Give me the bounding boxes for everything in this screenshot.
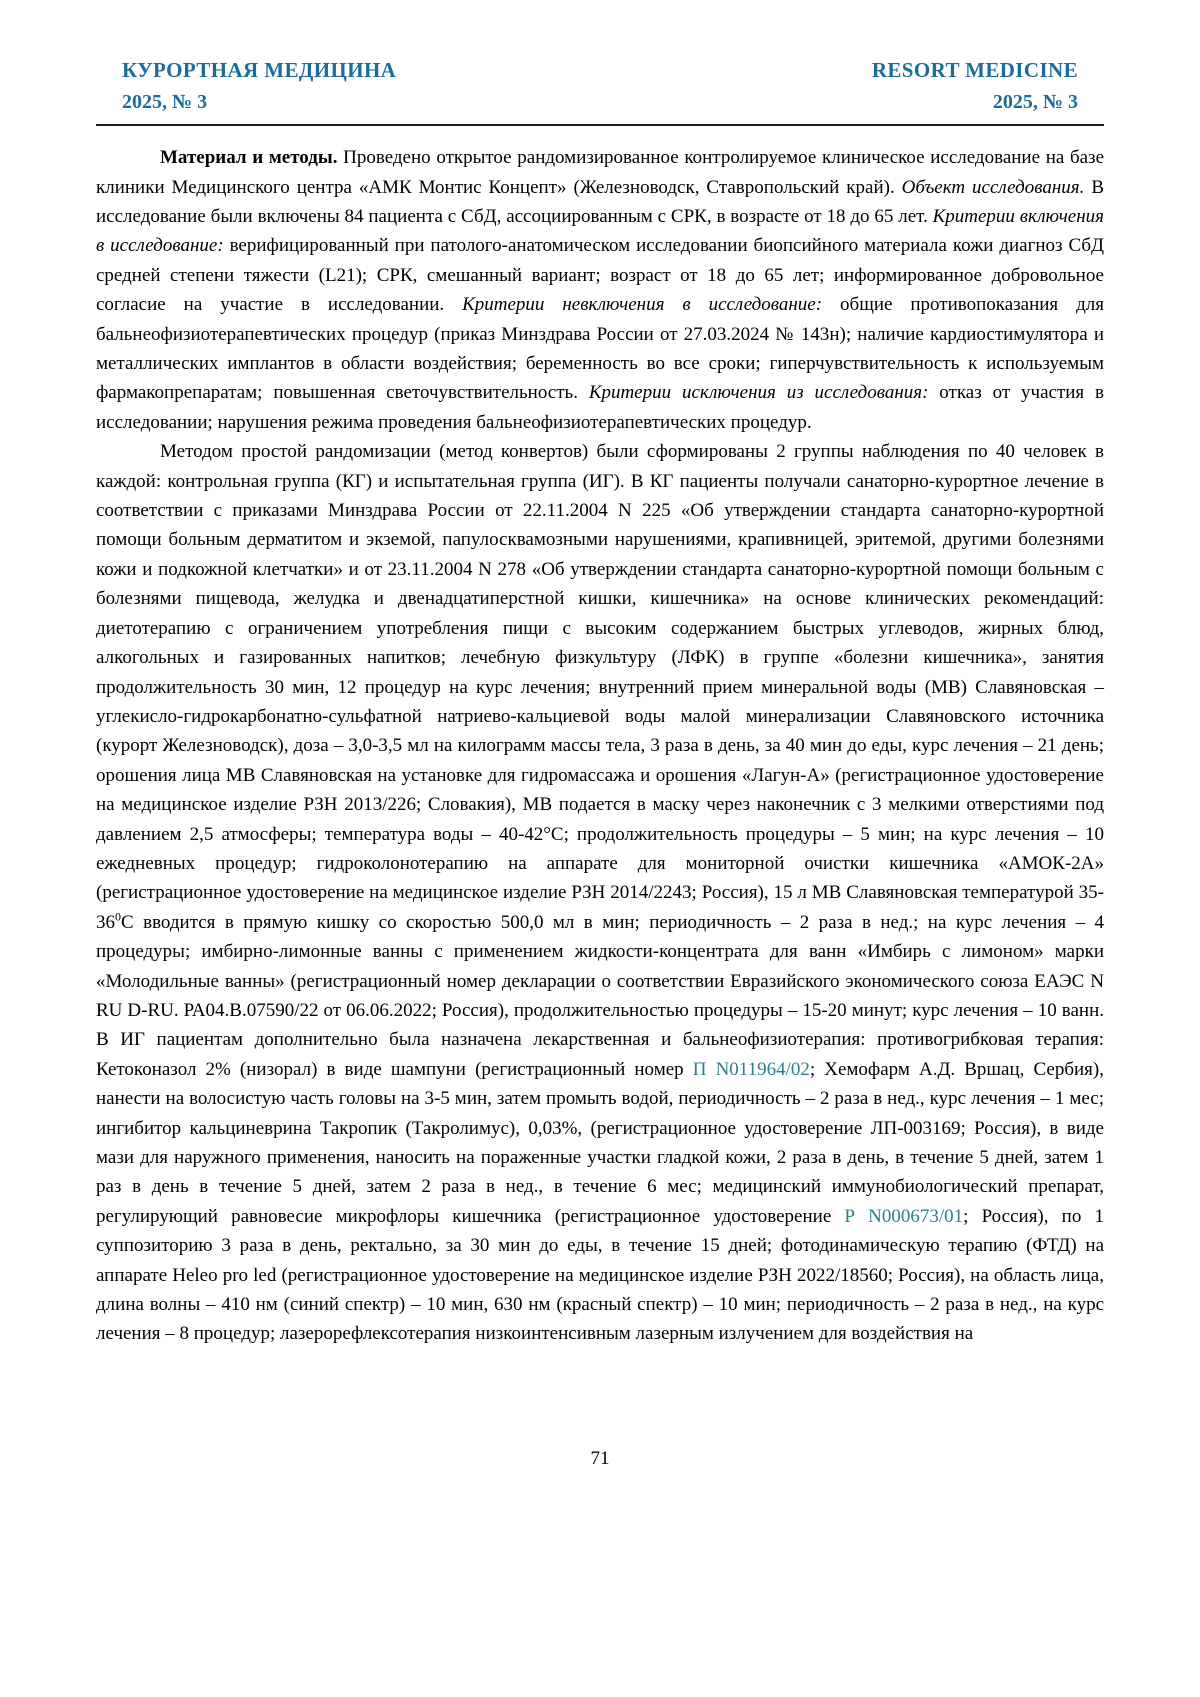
journal-issue-en: 2025, № 3 <box>992 91 1078 114</box>
text-run: ; Хемофарм А.Д. Вршац, Сербия), нанести на волосистую часть головы на 3-5 мин, затем промыть водой, периодичность – 2 раза в нед., курс лечения – 1 мес; ингибитор кальциневрина Такропик (Такролимус), 0,03%, (регистрационное удостоверение ЛП-003169; Россия), в виде мази для наружного применения, наносить на пораженные участки гладкой кожи, 2 раза в день, в течение 5 дней, затем 1 раз в день в течение 5 дней, затем 2 раза в нед., в течение 6 мес; медицинский иммунобиологический препарат, регулирующий равновесие микрофлоры кишечника (регистрационное удостоверение <box>96 1058 1104 1227</box>
text-run: Методом простой рандомизации (метод конвертов) были сформированы 2 группы наблюдения по 40 человек в каждой: контрольная группа (КГ) и испытательная группа (ИГ). В КГ пациенты получали санаторно-курортное лечение в соответствии с приказами Минздрава России от 22.11.2004 N 225 «Об утверждении стандарта санаторно-курортной помощи больным дерматитом и экземой, папулосквамозными нарушениями, крапивницей, эритемой, другими болезнями кожи и подкожной клетчатки» и от 23.11.2004 N 278 «Об утверждении стандарта санаторно-курортной помощи больным с болезнями пищевода, желудка и двенадцатиперстной кишки, кишечника» на основе клинических рекомендаций: диетотерапию с ограничением употребления пищи с высоким содержанием быстрых углеводов, жирных блюд, алкогольных и газированных напитков; лечебную физкультуру (ЛФК) в группе «болезни кишечника», занятия продолжительность 30 мин, 12 процедур на курс лечения; внутренний прием минеральной воды (МВ) Славяновская – углекисло-гидрокарбонатно-сульфатной натриево-кальциевой воды малой минерализации Славяновского источника (курорт Железноводск), доза – 3,0-3,5 мл на килограмм массы тела, 3 раза в день, за 40 мин до еды, курс лечения – 21 день; орошения лица МВ Славяновская на установке для гидромассажа и орошения «Лагун-А» (регистрационное удостоверение на медицинское изделие РЗН 2013/226; Словакия), МВ подается в маску через наконечник с 3 мелкими отверстиями под давлением 2,5 атмосферы; температура воды – 40-42°С; продолжительность процедуры – 5 мин; на курс лечения – 10 ежедневных процедур; гидроколонотерапию на аппарате для мониторной очистки кишечника «АМОК-2А» (регистрационное удостоверение на медицинское изделие РЗН 2014/2243; Россия), 15 л МВ Славяновская температурой 35-36 <box>96 441 1104 933</box>
journal-title-en: RESORT MEDICINE <box>871 58 1078 82</box>
paragraph-randomization <box>96 437 1104 1349</box>
methods-heading: Материал и методы. <box>160 147 344 169</box>
journal-issue-ru: 2025, № 3 <box>122 91 208 114</box>
object-of-study-label: Объект исследования. <box>901 176 1092 198</box>
exclusion-criteria-label: Критерии исключения из исследования: <box>588 382 940 404</box>
non-inclusion-criteria-label: Критерии невключения в исследование: <box>462 294 841 316</box>
article-body <box>96 143 1104 1349</box>
text-run: Проведено открытое рандомизированное контролируемое клиническое исследование на базе клиники Медицинского центра «АМК Монтис Концепт» (Железноводск, Ставропольский край). <box>96 147 1105 198</box>
header-right <box>872 58 1078 114</box>
text-run: отказ от участия в исследовании; нарушения режима проведения бальнеофизиотерапевтических процедур. <box>96 382 1105 433</box>
text-run: С вводится в прямую кишку со скоростью 500,0 мл в мин; периодичность – 2 раза в нед.; на курс лечения – 4 процедуры; имбирно-лимонные ванны с применением жидкости-концентрата для ванн «Имбирь с лимоном» марки «Молодильные ванны» (регистрационный номер декларации о соответствии Евразийского экономического союза ЕАЭС N RU D-RU. РА04.В.07590/22 от 06.06.2022; Россия), продолжительностью процедуры – 15-20 минут; курс лечения – 10 ванн. В ИГ пациентам дополнительно была назначена лекарственная и бальнеофизиотерапия: противогрибковая терапия: Кетоконазол 2% (низорал) в виде шампуни (регистрационный номер <box>96 911 1104 1080</box>
registration-number-1: П N011964/02 <box>692 1058 810 1080</box>
paragraph-methods <box>96 143 1104 437</box>
text-run: общие противопоказания для бальнеофизиотерапевтических процедур (приказ Минздрава России от 27.03.2024 № 143н); наличие кардиостимулятора и металлических имплантов в области воздействия; беременность во все сроки; гиперчувствительность к используемым фармакопрепаратам; повышенная светочувствительность. <box>96 294 1105 404</box>
page-header <box>96 58 1104 114</box>
text-run: ; Россия), по 1 суппозиторию 3 раза в день, ректально, за 30 мин до еды, в течение 15 дней; фотодинамическую терапию (ФТД) на аппарате Heleo pro led (регистрационное удостоверение на медицинское изделие РЗН 2022/18560; Россия), на область лица, длина волны – 410 нм (синий спектр) – 10 мин, 630 нм (красный спектр) – 10 мин; периодичность – 2 раза в нед., на курс лечения – 8 процедур; лазерорефлексотерапия низкоинтенсивным лазерным излучением для воздействия на <box>96 1205 1104 1345</box>
inclusion-criteria-label: Критерии включения в исследование: <box>96 206 1104 257</box>
registration-number-2: Р N000673/01 <box>844 1205 964 1227</box>
superscript-zero: 0 <box>115 909 121 924</box>
page-number: 71 <box>590 1448 610 1469</box>
text-run: верифицированный при патолого-анатомическом исследовании биопсийного материала кожи диагноз СбД средней степени тяжести (L21); СРК, смешанный вариант; возраст от 18 до 65 лет; информированное добровольное согласие на участие в исследовании. <box>96 235 1105 316</box>
header-left <box>122 58 396 114</box>
header-divider <box>96 124 1104 126</box>
journal-title-ru: КУРОРТНАЯ МЕДИЦИНА <box>122 58 397 82</box>
text-run: В исследование были включены 84 пациента с СбД, ассоциированным с СРК, в возрасте от 18 до 65 лет. <box>96 176 1104 227</box>
